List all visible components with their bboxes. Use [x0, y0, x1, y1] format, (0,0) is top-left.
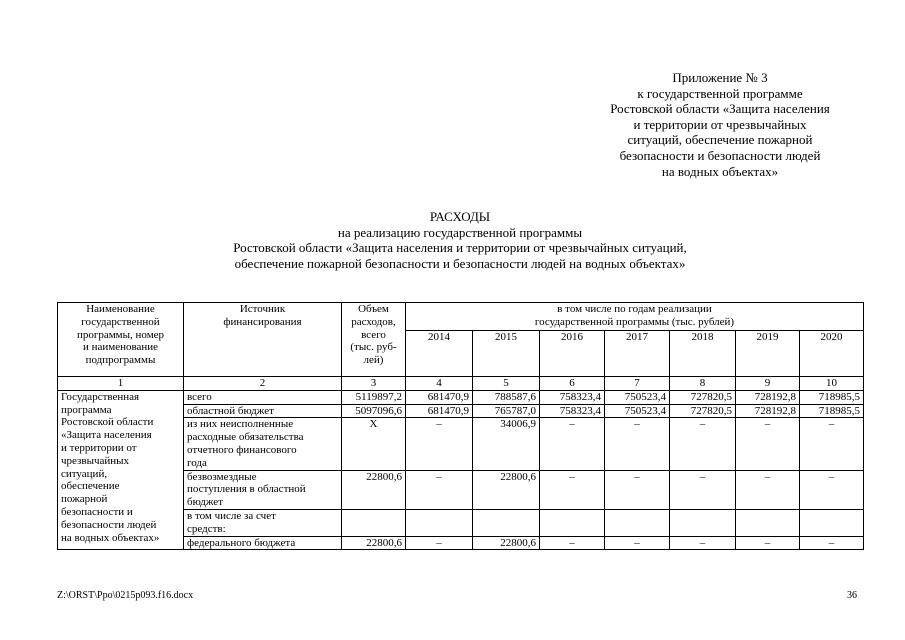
- total-cell: 22800,6: [342, 536, 406, 550]
- total-cell: [342, 509, 406, 536]
- value-cell: 750523,4: [605, 404, 670, 418]
- header-total-volume: Объем расходов, всего (тыс. руб- лей): [342, 303, 406, 377]
- value-cell: 34006,9: [473, 418, 540, 470]
- value-cell: –: [670, 418, 736, 470]
- value-cell: 718985,5: [800, 390, 864, 404]
- value-cell: –: [605, 418, 670, 470]
- header-year: 2015: [473, 331, 540, 377]
- header-program-name: Наименование государственной программы, номер и наименование подпрограммы: [58, 303, 184, 377]
- header-year: 2019: [736, 331, 800, 377]
- column-number: 6: [540, 377, 605, 391]
- value-cell: –: [736, 418, 800, 470]
- table-row: [58, 390, 864, 404]
- total-cell: 5097096,6: [342, 404, 406, 418]
- appendix-line: и территории от чрезвычайных: [633, 116, 807, 132]
- value-cell: [605, 509, 670, 536]
- column-number: 8: [670, 377, 736, 391]
- column-number: 9: [736, 377, 800, 391]
- value-cell: 681470,9: [406, 390, 473, 404]
- header-year: 2016: [540, 331, 605, 377]
- header-year: 2018: [670, 331, 736, 377]
- value-cell: 750523,4: [605, 390, 670, 404]
- total-cell: Х: [342, 418, 406, 470]
- program-name-cell: Государственная программа Ростовской области «Защита населения и территории от чрезвычайных ситуаций, обеспечение пожарной безопасности и безопасности людей на водных объектах»: [58, 390, 184, 550]
- title-line: обеспечение пожарной безопасности и безопасности людей на водных объектах»: [234, 255, 686, 271]
- value-cell: 728192,8: [736, 390, 800, 404]
- column-number: 2: [184, 377, 342, 391]
- value-cell: 788587,6: [473, 390, 540, 404]
- source-cell: всего: [184, 390, 342, 404]
- value-cell: [406, 509, 473, 536]
- header-year: 2014: [406, 331, 473, 377]
- value-cell: 727820,5: [670, 390, 736, 404]
- appendix-heading: [590, 70, 850, 179]
- source-cell: в том числе за счет средств:: [184, 509, 342, 536]
- value-cell: 22800,6: [473, 536, 540, 550]
- value-cell: 765787,0: [473, 404, 540, 418]
- title-line: Ростовской области «Защита населения и территории от чрезвычайных ситуаций,: [233, 240, 687, 256]
- source-cell: безвозмездные поступления в областной бюджет: [184, 470, 342, 509]
- value-cell: 758323,4: [540, 390, 605, 404]
- column-number: 3: [342, 377, 406, 391]
- header-year: 2017: [605, 331, 670, 377]
- page-number: 36: [847, 590, 857, 601]
- total-cell: 5119897,2: [342, 390, 406, 404]
- value-cell: –: [605, 536, 670, 550]
- appendix-line: к государственной программе: [637, 85, 803, 101]
- header-funding-source: Источник финансирования: [184, 303, 342, 377]
- value-cell: –: [540, 470, 605, 509]
- value-cell: –: [800, 470, 864, 509]
- total-cell: 22800,6: [342, 470, 406, 509]
- value-cell: 727820,5: [670, 404, 736, 418]
- column-number: 5: [473, 377, 540, 391]
- value-cell: –: [605, 470, 670, 509]
- value-cell: –: [406, 470, 473, 509]
- column-number-row: [58, 377, 864, 391]
- value-cell: –: [406, 536, 473, 550]
- document-title: [150, 209, 770, 271]
- value-cell: 758323,4: [540, 404, 605, 418]
- appendix-line: безопасности и безопасности людей: [619, 147, 821, 163]
- source-cell: из них неисполненные расходные обязательства отчетного финансового года: [184, 418, 342, 470]
- value-cell: –: [540, 536, 605, 550]
- value-cell: [540, 509, 605, 536]
- value-cell: –: [736, 536, 800, 550]
- footer-file-path: Z:\ORST\Ppo\0215p093.f16.docx: [57, 590, 194, 601]
- expenses-table: [57, 302, 864, 550]
- appendix-line: Ростовской области «Защита населения: [610, 101, 830, 117]
- value-cell: 681470,9: [406, 404, 473, 418]
- header-year: 2020: [800, 331, 864, 377]
- title-line: на реализацию государственной программы: [337, 224, 583, 240]
- source-cell: областной бюджет: [184, 404, 342, 418]
- value-cell: –: [406, 418, 473, 470]
- value-cell: –: [800, 536, 864, 550]
- title-line: РАСХОДЫ: [429, 209, 491, 224]
- column-number: 7: [605, 377, 670, 391]
- value-cell: –: [670, 536, 736, 550]
- value-cell: 728192,8: [736, 404, 800, 418]
- appendix-line: ситуаций, обеспечение пожарной: [627, 132, 813, 148]
- column-number: 10: [800, 377, 864, 391]
- source-cell: федерального бюджета: [184, 536, 342, 550]
- value-cell: [736, 509, 800, 536]
- value-cell: –: [736, 470, 800, 509]
- column-number: 1: [58, 377, 184, 391]
- header-years-group: в том числе по годам реализации государственной программы (тыс. рублей): [406, 303, 864, 331]
- value-cell: –: [800, 418, 864, 470]
- appendix-line: Приложение № 3: [672, 70, 768, 85]
- value-cell: 22800,6: [473, 470, 540, 509]
- column-number: 4: [406, 377, 473, 391]
- value-cell: –: [540, 418, 605, 470]
- value-cell: [473, 509, 540, 536]
- appendix-line: на водных объектах»: [661, 163, 779, 179]
- value-cell: 718985,5: [800, 404, 864, 418]
- value-cell: [800, 509, 864, 536]
- value-cell: [670, 509, 736, 536]
- value-cell: –: [670, 470, 736, 509]
